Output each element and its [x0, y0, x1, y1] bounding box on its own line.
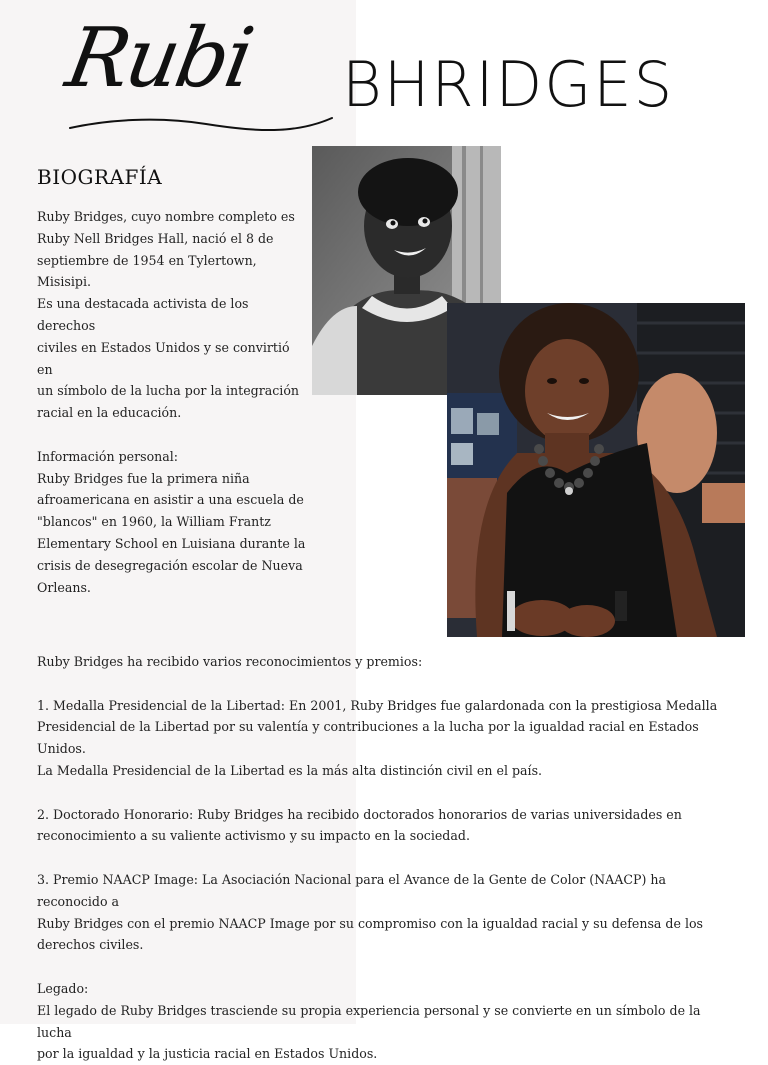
awards-text: Ruby Bridges ha recibido varios reconocimientos y premios: 1. Medalla Presidencial de la Libertad: En 2001, Ruby Bridges fue galardonada con la prestigiosa Medalla Presidencial de la Libertad por su valentía y contribuciones a la lucha por la igualdad racial en Estados Unidos. La Medalla Presidencial de la Libertad es la más alta distinción civil en el país. 2. Doctorado Honorario: Ruby Bridges ha recibido doctorados honorarios de varias universidades en reconocimiento a su valiente activismo y su impacto en la sociedad. 3. Premio NAACP Image: La Asociación Nacional para el Avance de la Gente de Color (NAACP) ha reconocido a Ruby Bridges con el premio NAACP Image por su compromiso con la igualdad racial y su defensa de los derechos civiles. Legado: El legado de Ruby Bridges trasciende su propia experiencia personal y se convierte en un símbolo de la lucha por la igualdad y la justicia racial en Estados Unidos. — [37, 654, 718, 1062]
title-flourish — [66, 110, 336, 140]
adult-portrait-photo — [447, 303, 745, 637]
title-script-name: Rubi — [59, 11, 258, 106]
biography-heading: BIOGRAFÍA — [37, 165, 163, 189]
title-surname: BHRIDGES — [342, 48, 675, 121]
biography-text: Ruby Bridges, cuyo nombre completo es Ruby Nell Bridges Hall, nació el 8 de septiembre de 1954 en Tylertown, Misisipi. Es una destacada activista de los derechos civiles en Estados Unidos y se convirtió en un símbolo de la lucha por la integración racial en la educación. Información personal: Ruby Bridges fue la primera niña afroamericana en asistir a una escuela de "blancos" en 1960, la William Frantz Elementary School en Luisiana durante la crisis de desegregación escolar de Nueva Orleans. — [37, 209, 306, 595]
